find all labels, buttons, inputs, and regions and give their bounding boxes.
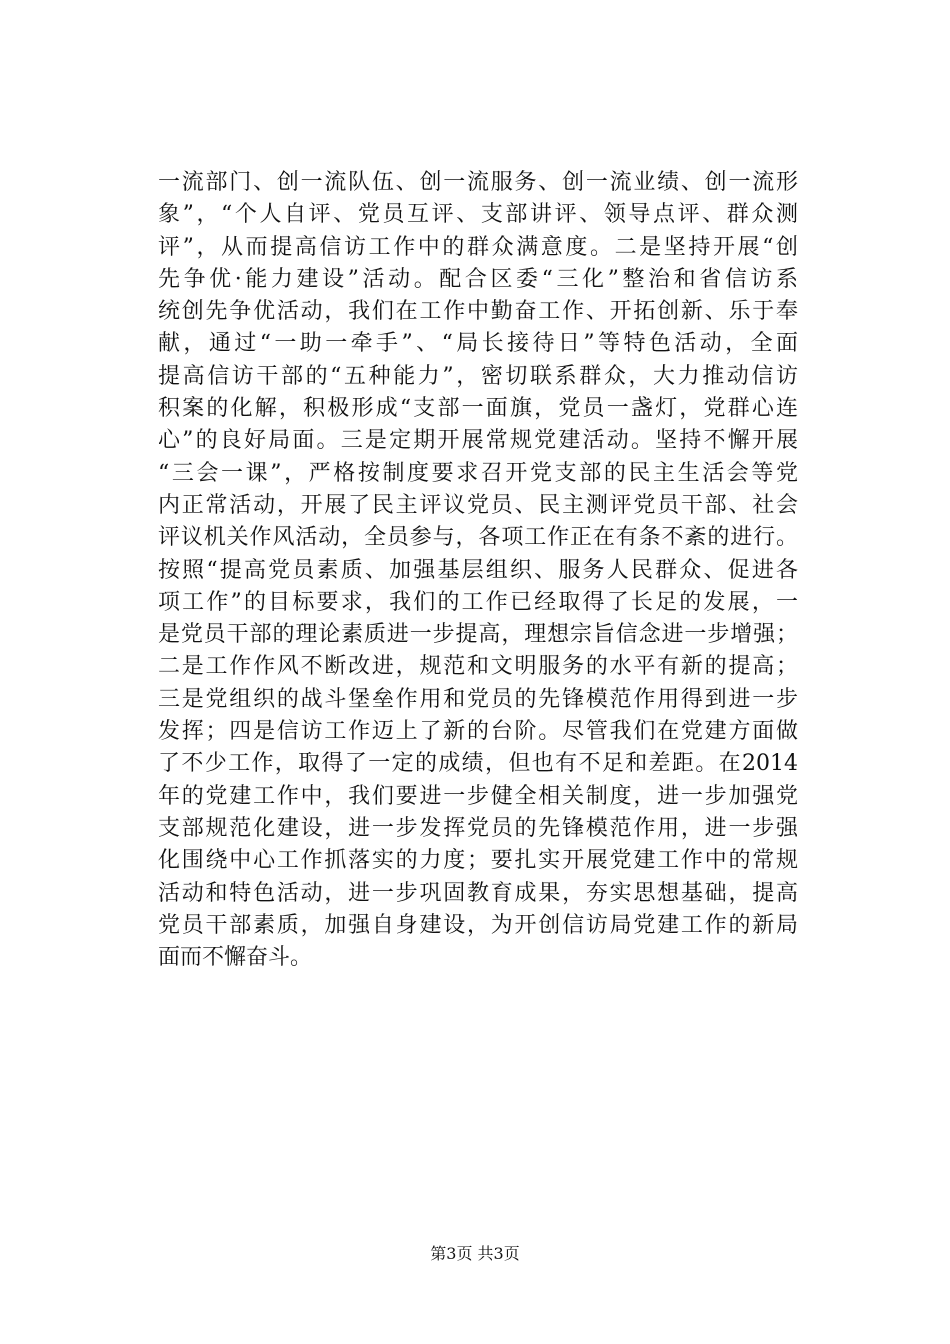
- text-line: 面而不懈奋斗。: [158, 945, 313, 971]
- text-line: “三会一课”，严格按制度要求召开党支部的民主生活会等党: [158, 460, 798, 486]
- text-line: 评”，从而提高信访工作中的群众满意度。二是坚持开展“创: [158, 234, 798, 260]
- text-line: 提高信访干部的“五种能力”，密切联系群众，大力推动信访: [158, 363, 798, 389]
- text-line: 年的党建工作中，我们要进一步健全相关制度，进一步加强党: [158, 783, 798, 809]
- text-line: 活动和特色活动，进一步巩固教育成果，夯实思想基础，提高: [158, 880, 798, 906]
- text-line: 一流部门、创一流队伍、创一流服务、创一流业绩、创一流形: [158, 170, 798, 195]
- text-line: 发挥；四是信访工作迈上了新的台阶。尽管我们在党建方面做: [158, 719, 798, 745]
- text-line: 二是工作作风不断改进，规范和文明服务的水平有新的提高；: [158, 654, 798, 680]
- text-line: 内正常活动，开展了民主评议党员、民主测评党员干部、社会: [158, 492, 798, 518]
- text-line: 按照“提高党员素质、加强基层组织、服务人民群众、促进各: [158, 557, 798, 583]
- text-line: 项工作”的目标要求，我们的工作已经取得了长足的发展，一: [158, 589, 798, 615]
- text-line: 支部规范化建设，进一步发挥党员的先锋模范作用，进一步强: [158, 815, 798, 841]
- text-line: 三是党组织的战斗堡垒作用和党员的先锋模范作用得到进一步: [158, 686, 798, 712]
- text-line: 化围绕中心工作抓落实的力度；要扎实开展党建工作中的常规: [158, 848, 798, 874]
- text-line: 统创先争优活动，我们在工作中勤奋工作、开拓创新、乐于奉: [158, 299, 798, 325]
- text-line: 心”的良好局面。三是定期开展常规党建活动。坚持不懈开展: [158, 428, 798, 454]
- text-line: 象”，“个人自评、党员互评、支部讲评、领导点评、群众测: [158, 202, 798, 228]
- text-line: 献，通过“一助一牵手”、“局长接待日”等特色活动，全面: [158, 331, 798, 357]
- text-line: 评议机关作风活动，全员参与，各项工作正在有条不紊的进行。: [158, 525, 798, 551]
- body-paragraph: [158, 167, 798, 974]
- page-number-footer: 第3页 共3页: [430, 1244, 520, 1263]
- text-line: 先争优·能力建设”活动。配合区委“三化”整治和省信访系: [158, 266, 798, 292]
- text-line: 是党员干部的理论素质进一步提高，理想宗旨信念进一步增强；: [158, 622, 798, 648]
- text-line: 党员干部素质，加强自身建设，为开创信访局党建工作的新局: [158, 912, 798, 938]
- text-line: 积案的化解，积极形成“支部一面旗，党员一盏灯，党群心连: [158, 396, 798, 422]
- text-line: 了不少工作，取得了一定的成绩，但也有不足和差距。在2014: [158, 751, 798, 777]
